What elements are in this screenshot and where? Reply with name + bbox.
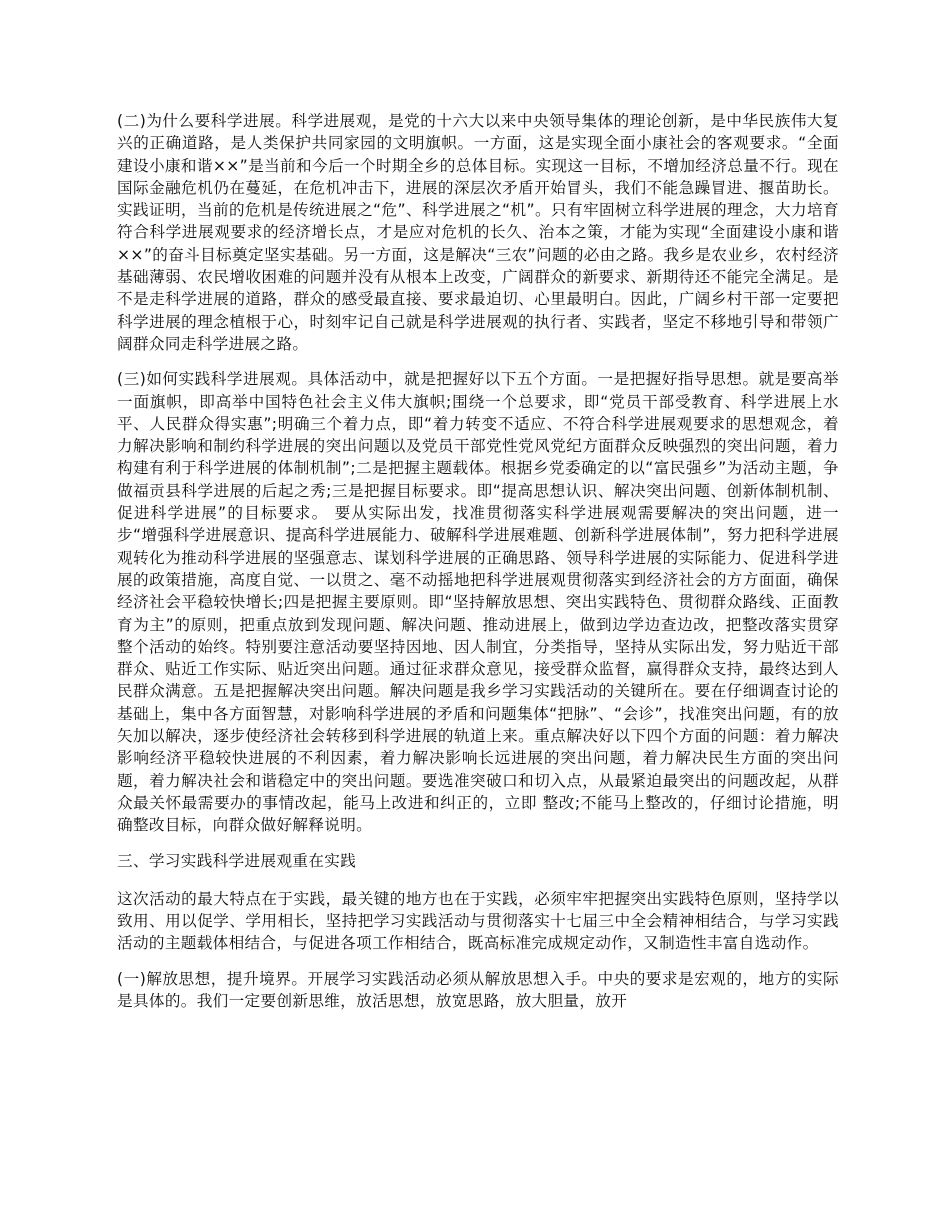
document-body bbox=[117, 110, 839, 1025]
paragraph-emancipate-mind: (一)解放思想，提升境界。开展学习实践活动必须从解放思想入手。中央的要求是宏观的，地方的实际是具体的。我们一定要创新思维，放活思想，放宽思路，放大胆量，放开 bbox=[117, 969, 839, 1010]
paragraph-practice-focus: 这次活动的最大特点在于实践，最关键的地方也在于实践，必须牢牢把握突出实践特色原则，坚持学以致用、用以促学、学用相长，坚持把学习实践活动与贯彻落实十七届三中全会精神相结合，与学习实践活动的主题载体相结合，与促进各项工作相结合，既高标准完成规定动作，又制造性丰富自选动作。 bbox=[117, 889, 839, 953]
section-heading: 三、学习实践科学进展观重在实践 bbox=[117, 851, 357, 870]
paragraph-how-to-practice: (三)如何实践科学进展观。具体活动中，就是把握好以下五个方面。一是把握好指导思想。就是要高举一面旗帜，即高举中国特色社会主义伟大旗帜;围绕一个总要求，即“党员干部受教育、科学进展上水平、人民群众得实惠”;明确三个着力点，即“着力转变不适应、不符合科学进展观要求的思想观念，着力解决影响和制约科学进展的突出问题以及党员干部党性党风党纪方面群众反映强烈的突出问题，着力构建有利于科学进展的体制机制”;二是把握主题载体。根据乡党委确定的以“富民强乡”为活动主题，争做福贡县科学进展的后起之秀;三是把握目标要求。即“提高思想认识、解决突出问题、创新体制机制、促进科学进展”的目标要求。 要从实际出发，找准贯彻落实科学进展观需要解决的突出问题，进一步“增强科学进展意识、提高科学进展能力、破解科学进展难题、创新科学进展体制”，努力把科学进展观转化为推动科学进展的坚强意志、谋划科学进展的正确思路、领导科学进展的实际能力、促进科学进展的政策措施，高度自觉、一以贯之、毫不动摇地把科学进展观贯彻落实到经济社会的方方面面，确保经济社会平稳较快增长;四是把握主要原则。即“坚持解放思想、突出实践特色、贯彻群众路线、正面教育为主”的原则，把重点放到发现问题、解决问题、推动进展上，做到边学边查边改，把整改落实贯穿整个活动的始终。特别要注意活动要坚持因地、因人制宜，分类指导，坚持从实际出发，努力贴近干部群众、贴近工作实际、贴近突出问题。通过征求群众意见，接受群众监督，赢得群众支持，最终达到人民群众满意。五是把握解决突出问题。解决问题是我乡学习实践活动的关键所在。要在仔细调查讨论的基础上，集中各方面智慧，对影响科学进展的矛盾和问题集体“把脉”、“会诊”，找准突出问题，有的放矢加以解决，逐步使经济社会转移到科学进展的轨道上来。重点解决好以下四个方面的问题：着力解决影响经济平稳较快进展的不利因素，着力解决影响长远进展的突出问题，着力解决民生方面的突出问题，着力解决社会和谐稳定中的突出问题。要选准突破口和切入点，从最紧迫最突出的问题改起，从群众最关怀最需要办的事情改起，能马上改进和纠正的，立即 整改;不能马上整改的，仔细讨论措施，明确整改目标，向群众做好解释说明。 bbox=[117, 370, 839, 835]
paragraph-why-scientific-development: (二)为什么要科学进展。科学进展观，是党的十六大以来中央领导集体的理论创新，是中华民族伟大复兴的正确道路，是人类保护共同家园的文明旗帜。一方面，这是实现全面小康社会的客观要求。“全面建设小康和谐××”是当前和今后一个时期全乡的总体目标。实现这一目标，不增加经济总量不行。现在国际金融危机仍在蔓延，在危机冲击下，进展的深层次矛盾开始冒头，我们不能急躁冒进、揠苗助长。实践证明，当前的危机是传统进展之“危”、科学进展之“机”。只有牢固树立科学进展的理念，大力培育符合科学进展观要求的经济增长点，才是应对危机的长久、治本之策，才能为实现“全面建设小康和谐××”的奋斗目标奠定坚实基础。另一方面，这是解决“三农”问题的必由之路。我乡是农业乡，农村经济基础薄弱、农民增收困难的问题并没有从根本上改变，广阔群众的新要求、新期待还不能完全满足。是不是走科学进展的道路，群众的感受最直接、要求最迫切、心里最明白。因此，广阔乡村干部一定要把科学进展的理念植根于心，时刻牢记自己就是科学进展观的执行者、实践者，坚定不移地引导和带领广阔群众同走科学进展之路。 bbox=[117, 112, 839, 353]
